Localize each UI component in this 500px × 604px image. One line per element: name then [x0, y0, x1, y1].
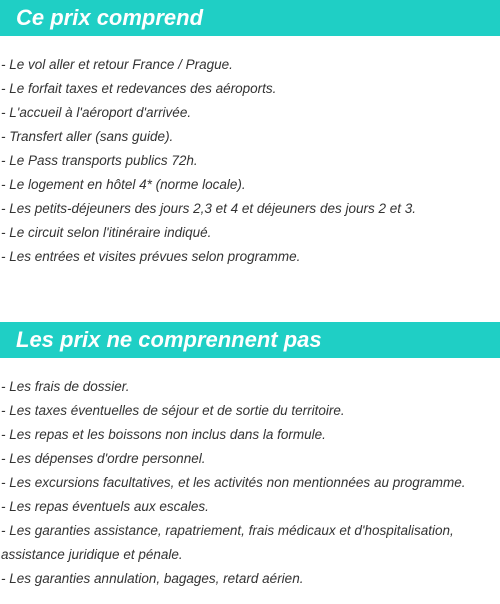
- list-item: - Le vol aller et retour France / Prague.: [1, 57, 233, 72]
- list-item: - Les entrées et visites prévues selon programme.: [1, 249, 301, 264]
- section-included: [0, 0, 500, 269]
- list-item: - Le Pass transports publics 72h.: [1, 153, 198, 168]
- list-item: - Le forfait taxes et redevances des aéroports.: [1, 81, 277, 96]
- excluded-items-list: [0, 375, 500, 591]
- list-item: - Les petits-déjeuners des jours 2,3 et 4 et déjeuners des jours 2 et 3.: [1, 201, 416, 216]
- list-item: - Les dépenses d'ordre personnel.: [1, 451, 206, 466]
- section-title-included: Ce prix comprend: [0, 0, 500, 36]
- list-item: - L'accueil à l'aéroport d'arrivée.: [1, 105, 192, 120]
- list-item: - Les repas et les boissons non inclus dans la formule.: [1, 427, 326, 442]
- list-item: - Les garanties assistance, rapatriement, frais médicaux et d'hospitalisation, assistance juridique et pénale.: [1, 523, 454, 562]
- list-item: - Transfert aller (sans guide).: [1, 129, 174, 144]
- section-excluded: [0, 322, 500, 591]
- list-item: - Le circuit selon l'itinéraire indiqué.: [1, 225, 212, 240]
- list-item: - Les excursions facultatives, et les activités non mentionnées au programme.: [1, 475, 466, 490]
- list-item: - Les frais de dossier.: [1, 379, 130, 394]
- section-title-excluded: Les prix ne comprennent pas: [0, 322, 500, 358]
- list-item: - Le logement en hôtel 4* (norme locale).: [1, 177, 246, 192]
- list-item: - Les garanties annulation, bagages, retard aérien.: [1, 571, 304, 586]
- list-item: - Les repas éventuels aux escales.: [1, 499, 209, 514]
- list-item: - Les taxes éventuelles de séjour et de sortie du territoire.: [1, 403, 345, 418]
- included-items-list: [0, 53, 500, 269]
